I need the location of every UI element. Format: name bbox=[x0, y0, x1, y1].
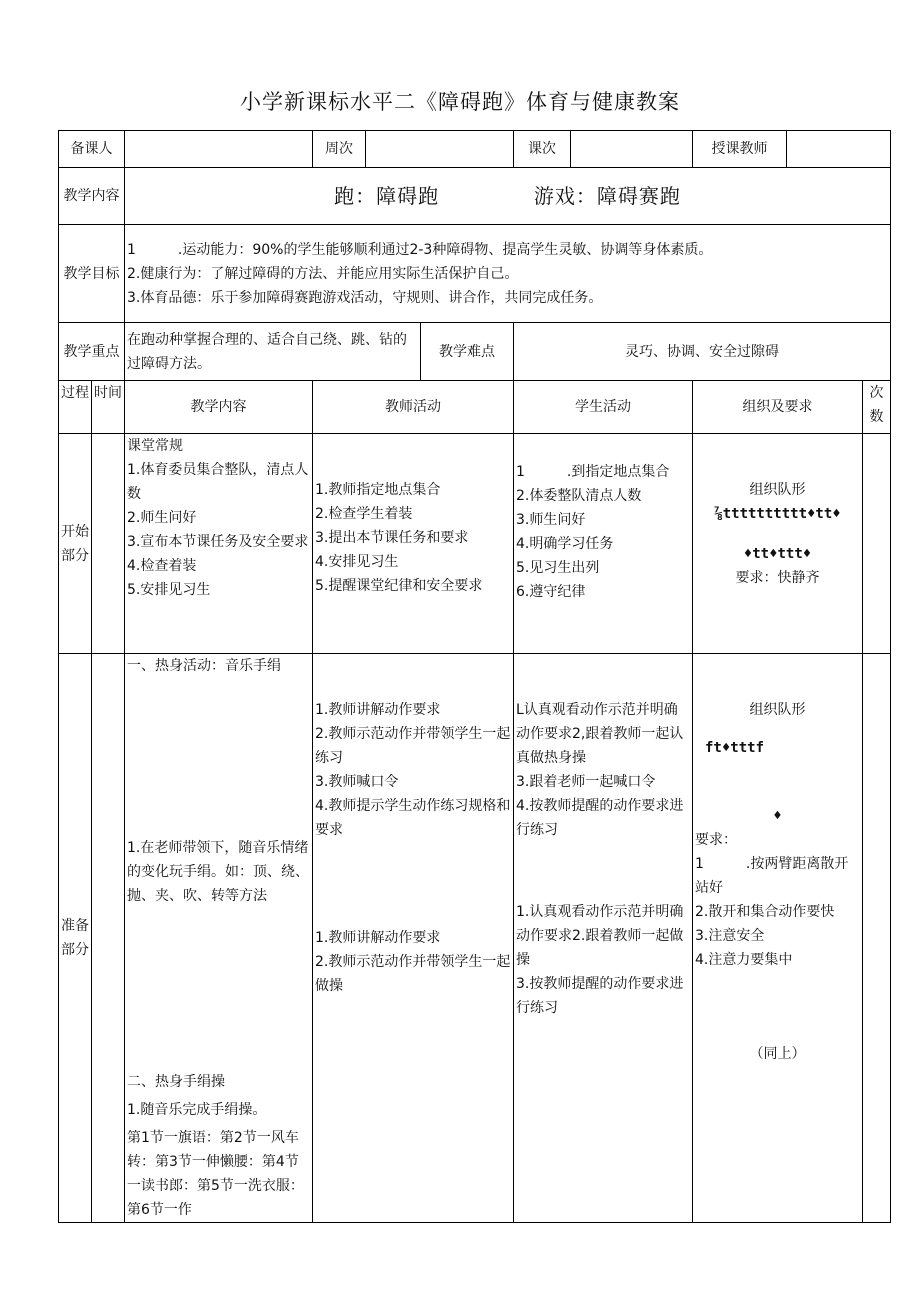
warmup-text: 1.在老师带领下，随音乐情绪的变化玩手绢。如：顶、绕、抛、夹、吹、转等方法 bbox=[127, 840, 309, 904]
list-item: 1.教师讲解动作要求 bbox=[315, 702, 441, 718]
list-item: 2.散开和集合动作要快 bbox=[695, 904, 835, 920]
lesson-label: 课次 bbox=[514, 131, 571, 168]
header-row bbox=[59, 131, 891, 168]
formation-title: 组织队形 bbox=[749, 482, 806, 498]
start-teacher bbox=[313, 434, 514, 654]
list-item: 4.教师提示学生动作练习规格和要求 bbox=[315, 798, 511, 838]
list-item: 3.宣布本节课任务及安全要求 bbox=[127, 534, 309, 550]
prep-student bbox=[514, 654, 693, 1223]
prep-teacher bbox=[313, 654, 514, 1223]
start-time bbox=[92, 434, 125, 654]
col-count: 次数 bbox=[863, 381, 891, 434]
prep-time bbox=[92, 654, 125, 1223]
start-section-row bbox=[59, 434, 891, 654]
difficulty-label: 教学难点 bbox=[421, 323, 514, 381]
list-item: 2.师生问好 bbox=[127, 510, 197, 526]
list-item: 2.教师示范动作并带领学生一起练习 bbox=[315, 726, 511, 766]
preparer-label: 备课人 bbox=[59, 131, 125, 168]
teacher-value bbox=[787, 131, 891, 168]
list-item: 6.遵守纪律 bbox=[516, 584, 586, 600]
goals-value bbox=[125, 225, 891, 323]
list-item: 1.教师指定地点集合 bbox=[315, 482, 441, 498]
prep-section-row bbox=[59, 654, 891, 1223]
exercise-line: 1.随音乐完成手绢操。 bbox=[127, 1102, 267, 1118]
list-item: 课堂常规 bbox=[127, 438, 183, 454]
list-item: 5.见习生出列 bbox=[516, 560, 600, 576]
teacher-label: 授课教师 bbox=[693, 131, 787, 168]
start-label: 开始部分 bbox=[59, 434, 92, 654]
goals-row bbox=[59, 225, 891, 323]
goal-line: 2.健康行为：了解过障碍的方法、并能应用实际生活保护自己。 bbox=[127, 265, 519, 282]
page-title: 小学新课标水平二《障碍跑》体育与健康教案 bbox=[240, 90, 680, 114]
col-content: 教学内容 bbox=[125, 381, 313, 434]
list-item: 2.检查学生着装 bbox=[315, 506, 413, 522]
warmup-title: 一、热身活动：音乐手绢 bbox=[127, 658, 281, 674]
list-item: 1.教师讲解动作要求 bbox=[315, 930, 441, 946]
lesson-value bbox=[571, 131, 693, 168]
list-item: 4.按教师提醒的动作要求进行练习 bbox=[516, 798, 684, 838]
formation-diagram: ♦tt♦ttt♦ bbox=[743, 546, 812, 562]
list-item: 4.检查着装 bbox=[127, 558, 197, 574]
start-organization bbox=[693, 434, 863, 654]
content-run: 跑：障碍跑 bbox=[334, 184, 440, 208]
key-row bbox=[59, 323, 891, 381]
prep-organization bbox=[693, 654, 863, 1223]
goal-line: 1 .运动能力：90%的学生能够顺利通过2-3种障碍物、提高学生灵敏、协调等身体素质。 bbox=[127, 241, 713, 258]
prep-content bbox=[125, 654, 313, 1223]
prep-count bbox=[863, 654, 891, 1223]
list-item: 4.注意力要集中 bbox=[695, 952, 793, 968]
formation-diagram: ft♦tttf bbox=[705, 740, 765, 756]
start-count bbox=[863, 434, 891, 654]
exercise-title: 二、热身手绢操 bbox=[127, 1074, 225, 1090]
list-item: 3.提出本节课任务和要求 bbox=[315, 530, 469, 546]
lesson-plan-table bbox=[58, 130, 891, 1223]
list-item: 5.安排见习生 bbox=[127, 582, 211, 598]
list-item: 1 .到指定地点集合 bbox=[516, 464, 670, 480]
col-process: 过程 bbox=[59, 381, 92, 434]
formation-title: 组织队形 bbox=[749, 702, 806, 718]
goals-label: 教学目标 bbox=[59, 225, 125, 323]
list-item: 4.安排见习生 bbox=[315, 554, 399, 570]
list-item: 4.明确学习任务 bbox=[516, 536, 614, 552]
formation-diagram: ♦ bbox=[773, 808, 782, 824]
exercise-line: 第1节一旗语：第2节一风车转：第3节一伸懒腰：第4节一读书郎：第5节一洗衣服：第6节一作 bbox=[127, 1130, 304, 1218]
list-item: 3.注意安全 bbox=[695, 928, 765, 944]
preparer-value bbox=[125, 131, 313, 168]
week-value bbox=[366, 131, 514, 168]
list-item: 5.提醒课堂纪律和安全要求 bbox=[315, 578, 483, 594]
col-time: 时间 bbox=[92, 381, 125, 434]
col-teacher: 教师活动 bbox=[313, 381, 514, 434]
content-game: 游戏：障碍赛跑 bbox=[533, 184, 681, 208]
list-item: 3.师生问好 bbox=[516, 512, 586, 528]
start-content bbox=[125, 434, 313, 654]
col-organization: 组织及要求 bbox=[693, 381, 863, 434]
key-text: 在跑动种掌握合理的、适合自己绕、跳、钻的过障碍方法。 bbox=[125, 323, 421, 381]
content-label: 教学内容 bbox=[59, 168, 125, 225]
requirement-text: 要求：快静齐 bbox=[735, 570, 820, 586]
col-student: 学生活动 bbox=[514, 381, 693, 434]
list-item: 1.体育委员集合整队，清点人数 bbox=[127, 462, 309, 502]
content-value bbox=[125, 168, 891, 225]
list-item: 1 .按两臂距离散开站好 bbox=[695, 856, 849, 896]
week-label: 周次 bbox=[313, 131, 366, 168]
column-header-row bbox=[59, 381, 891, 434]
list-item: 3.教师喊口令 bbox=[315, 774, 399, 790]
same-as-above: （同上） bbox=[749, 1046, 806, 1062]
formation-diagram: ⅞tttttttttt♦tt♦ bbox=[714, 506, 841, 522]
difficulty-text: 灵巧、协调、安全过隙碍 bbox=[514, 323, 891, 381]
goal-line: 3.体育品德：乐于参加障碍赛跑游戏活动，守规则、讲合作，共同完成任务。 bbox=[127, 289, 603, 306]
prep-label: 准备部分 bbox=[59, 654, 92, 1223]
key-label: 教学重点 bbox=[59, 323, 125, 381]
list-item: 3.跟着老师一起喊口令 bbox=[516, 774, 656, 790]
list-item: 3.按教师提醒的动作要求进行练习 bbox=[516, 976, 684, 1016]
start-student bbox=[514, 434, 693, 654]
requirement-label: 要求： bbox=[695, 832, 737, 848]
list-item: 2.体委整队清点人数 bbox=[516, 488, 642, 504]
list-item: L认真观看动作示范并明确动作要求2,跟着教师一起认真做热身操 bbox=[516, 702, 684, 766]
content-row bbox=[59, 168, 891, 225]
list-item: 2.教师示范动作并带领学生一起做操 bbox=[315, 954, 511, 994]
list-item: 1.认真观看动作示范并明确动作要求2.跟着教师一起做操 bbox=[516, 904, 684, 968]
